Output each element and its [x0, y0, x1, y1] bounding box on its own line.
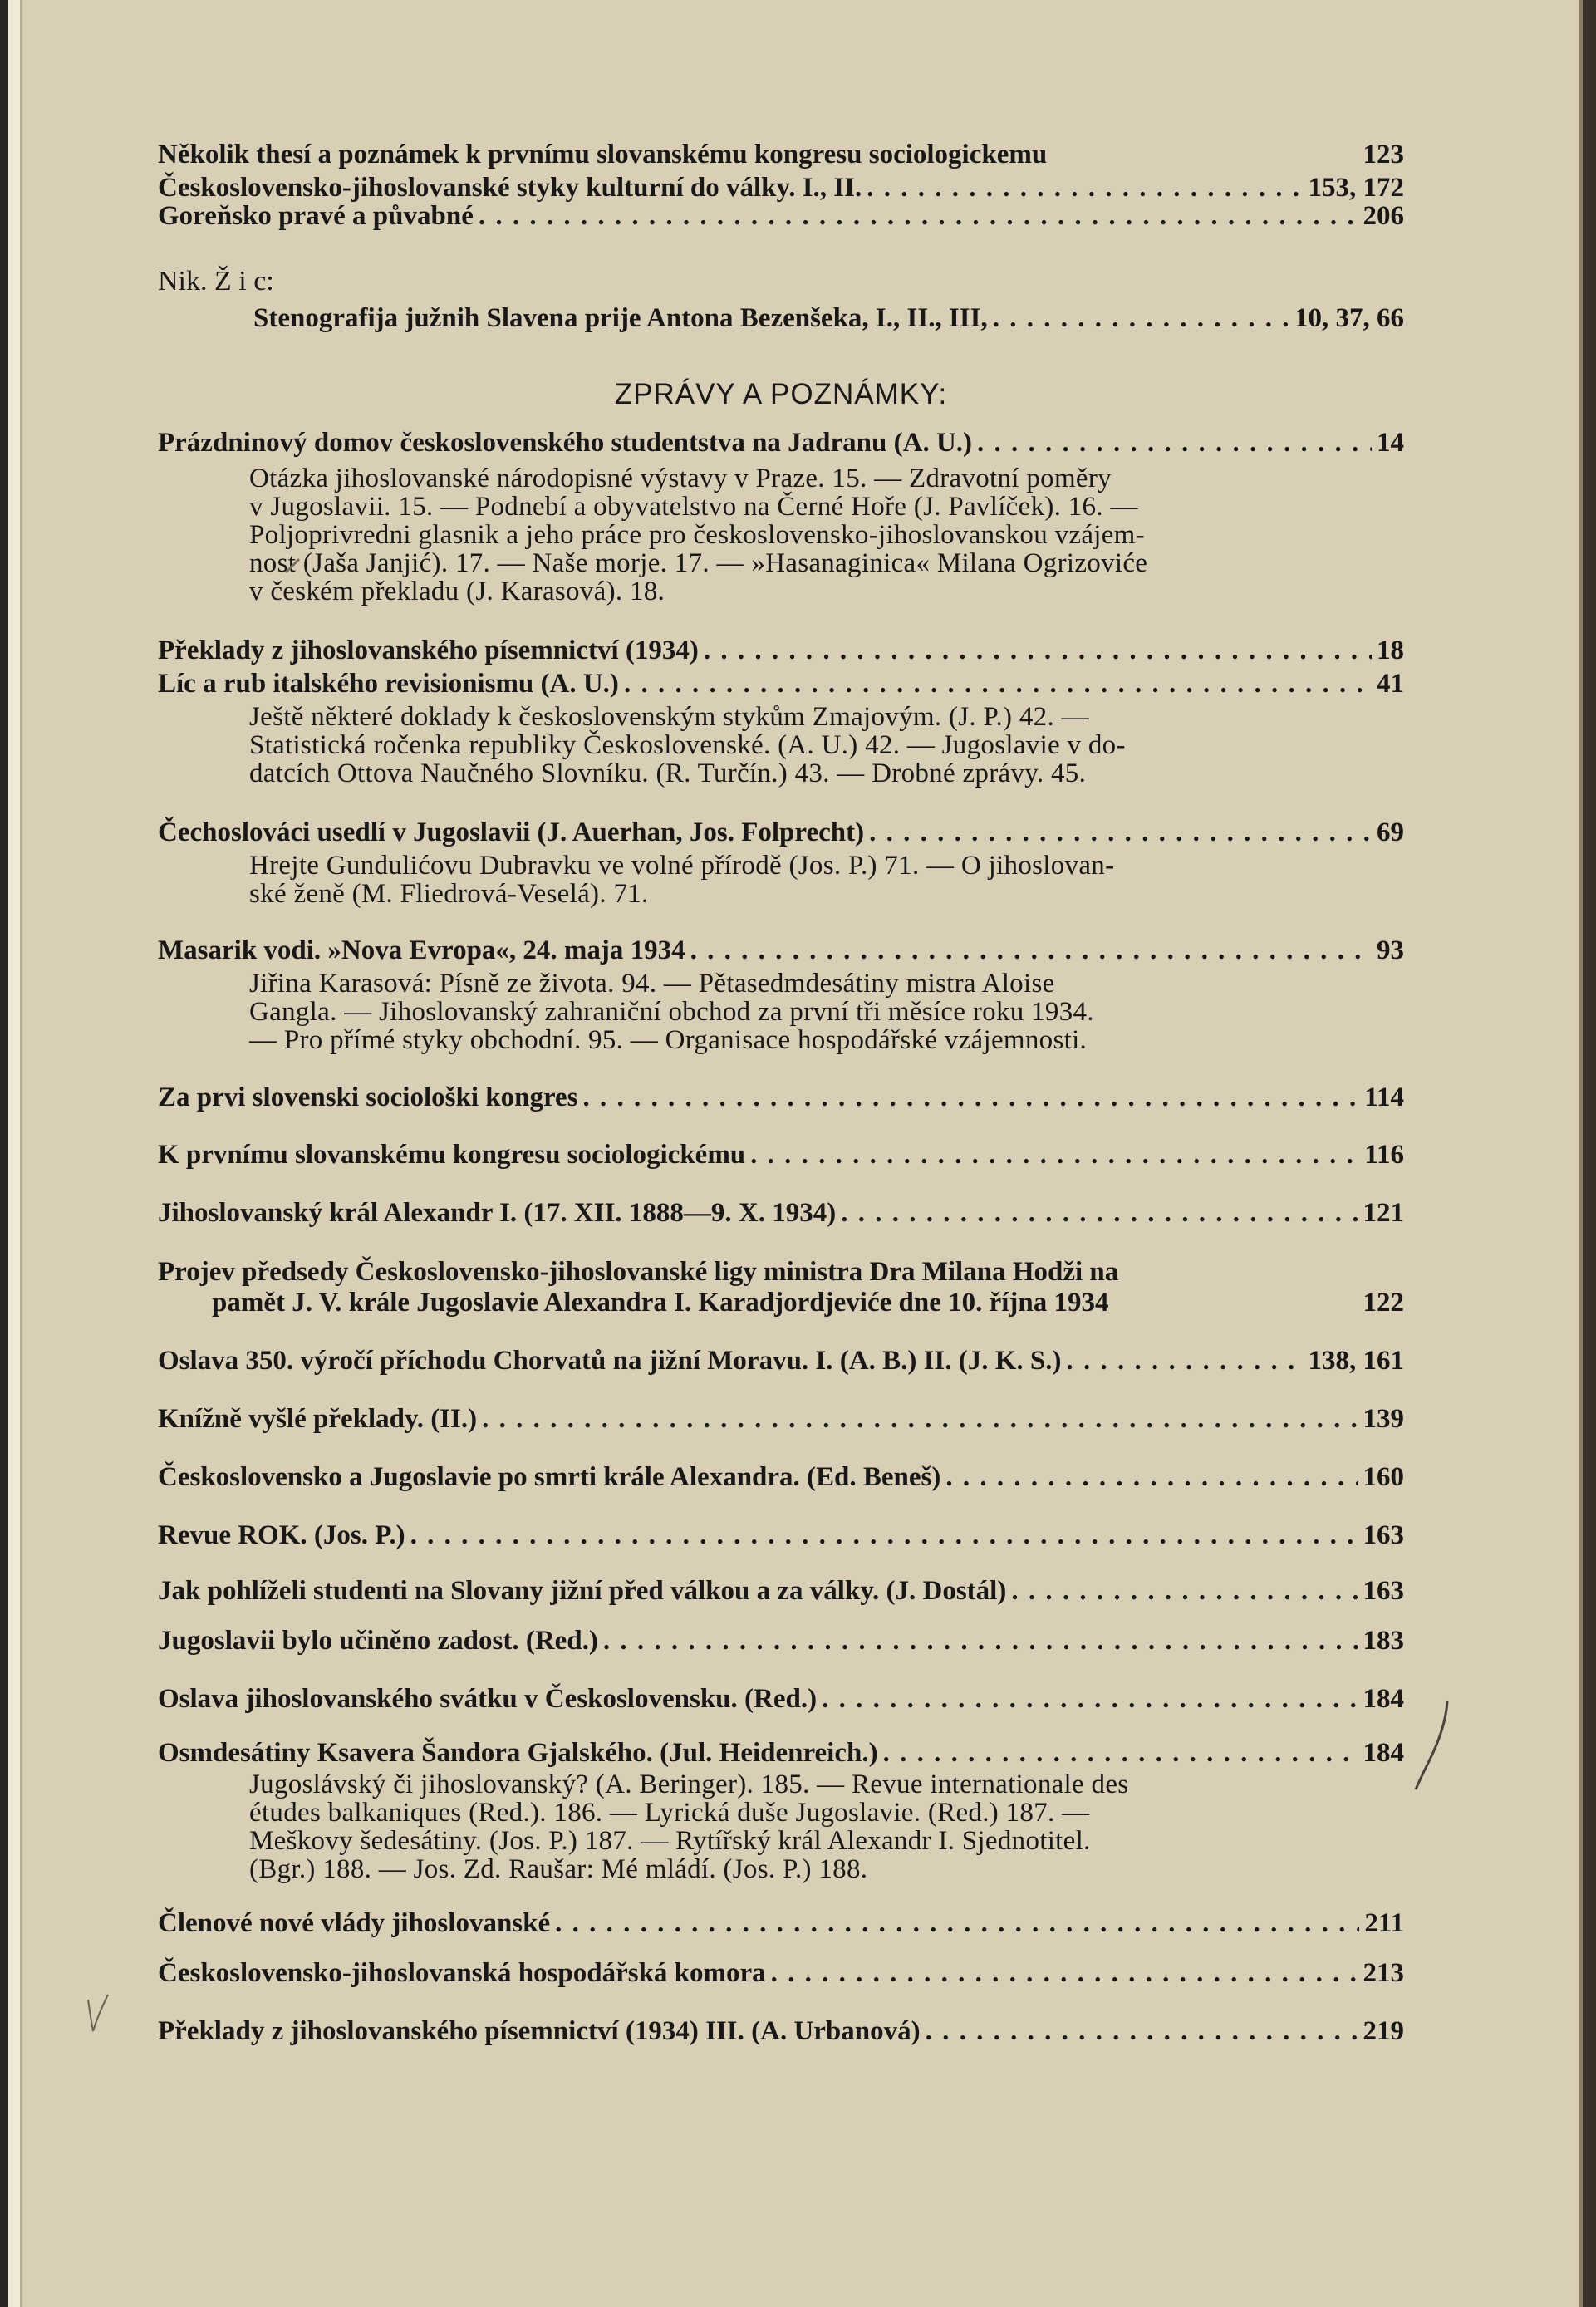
page-number: 116 — [1364, 1140, 1404, 1170]
entry-title: Stenografija južnih Slavena prije Antona Bezenšeka, I., II., III, — [253, 303, 988, 333]
toc-entry — [158, 935, 1404, 972]
leader-dots — [479, 201, 1358, 232]
page-number: 114 — [1364, 1082, 1404, 1112]
page-number: 123 — [1363, 140, 1404, 169]
toc-entry — [158, 1520, 1404, 1557]
sub-entry-line: Statistická ročenka republiky Československé. (A. U.) 42. — Jugoslavie v do- — [249, 730, 1126, 760]
leader-dots — [822, 1684, 1358, 1715]
toc-entry — [212, 1288, 1404, 1324]
toc-entry — [158, 1626, 1404, 1662]
entry-title: Líc a rub italského revisionismu (A. U.) — [158, 669, 619, 699]
sub-entry-line: Poljoprivredni glasnik a jeho práce pro československo-jihoslovanskou vzájem- — [249, 520, 1145, 550]
author-name: Nik. Ž i c: — [158, 266, 274, 297]
page-edge-line — [20, 0, 22, 2307]
page-number: 93 — [1377, 935, 1404, 965]
sub-entry-line: nost (Jaša Janjić). 17. — Naše morje. 17. — »Hasanaginica« Milana Ogrizoviće — [249, 548, 1148, 578]
sub-entry-line: — Pro přímé styky obchodní. 95. — Organisace hospodářské vzájemnosti. — [249, 1025, 1088, 1055]
leader-dots — [410, 1520, 1358, 1551]
sub-entry-line: ské ženě (M. Fliedrová-Veselá). 71. — [249, 879, 649, 909]
toc-entry — [158, 817, 1404, 854]
sub-entry-line: Hrejte Gundulićovu Dubravku ve volné přírodě (Jos. P.) 71. — O jihoslovan- — [249, 851, 1115, 881]
entry-title: Za prvi slovenski sociološki kongres — [158, 1082, 578, 1112]
page-number: 14 — [1377, 428, 1404, 458]
page-number: 18 — [1377, 636, 1404, 665]
toc-entry — [158, 2016, 1404, 2053]
leader-dots — [869, 817, 1372, 848]
entry-title: Členové nové vlády jihoslovanské — [158, 1908, 551, 1938]
page-number: 153, 172 — [1308, 173, 1404, 203]
sub-entry-line: (Bgr.) 188. — Jos. Zd. Raušar: Mé mládí. (Jos. P.) 188. — [249, 1854, 868, 1884]
page-number: 163 — [1363, 1576, 1404, 1606]
entry-title: Československo-jihoslovanské styky kulturní do války. I., II. — [158, 173, 862, 203]
leader-dots — [1067, 1346, 1304, 1377]
toc-entry — [158, 140, 1404, 176]
page-margin-strip — [8, 0, 20, 2307]
entry-title: Jak pohlíželi studenti na Slovany jižní před válkou a za války. (J. Dostál) — [158, 1576, 1007, 1606]
toc-entry — [158, 1140, 1404, 1176]
toc-entry — [158, 428, 1404, 464]
section-heading: ZPRÁVY A POZNÁMKY: — [614, 378, 948, 410]
leader-dots — [603, 1626, 1358, 1657]
page-number: 183 — [1363, 1626, 1404, 1656]
entry-title: Masarik vodi. »Nova Evropa«, 24. maja 1934 — [158, 935, 685, 965]
leader-dots — [690, 935, 1372, 966]
toc-entry — [158, 1684, 1404, 1720]
leader-dots — [867, 173, 1303, 204]
leader-dots — [841, 1198, 1358, 1229]
page-number: 184 — [1363, 1684, 1404, 1714]
entry-title: Prázdninový domov československého studentstva na Jadranu (A. U.) — [158, 428, 973, 458]
leader-dots — [883, 1738, 1358, 1769]
leader-dots — [945, 1462, 1358, 1493]
entry-title: Jugoslavii bylo učiněno zadost. (Red.) — [158, 1626, 598, 1656]
toc-entry — [158, 201, 1404, 238]
page-number: 41 — [1377, 669, 1404, 699]
leader-dots — [583, 1082, 1360, 1113]
sub-entry-line: Jiřina Karasová: Písně ze života. 94. — Pětasedmdesátiny mistra Aloise — [249, 969, 1055, 999]
entry-title: Československo-jihoslovanská hospodářská komora — [158, 1958, 766, 1988]
sub-entry-line: Jugoslávský či jihoslovanský? (A. Beringer). 185. — Revue internationale des — [249, 1770, 1129, 1799]
sub-entry-line: Otázka jihoslovanské národopisné výstavy v Praze. 15. — Zdravotní poměry — [249, 464, 1112, 493]
page-number: 138, 161 — [1308, 1346, 1404, 1376]
page-number: 122 — [1363, 1288, 1404, 1318]
entry-title: pamět J. V. krále Jugoslavie Alexandra I. Karadjordjeviće dne 10. října 1934 — [212, 1288, 1109, 1318]
toc-entry — [158, 1576, 1404, 1612]
toc-entry — [158, 1082, 1404, 1119]
toc-entry — [158, 1462, 1404, 1499]
entry-title: K prvnímu slovanskému kongresu sociologickému — [158, 1140, 746, 1170]
page-number: 219 — [1363, 2016, 1404, 2046]
entry-title: Několik thesí a poznámek k prvnímu slovanskému kongresu sociologickemu — [158, 140, 1048, 169]
entry-title: Revue ROK. (Jos. P.) — [158, 1520, 405, 1550]
toc-entry — [158, 1908, 1404, 1945]
entry-title: Oslava jihoslovanského svátku v Československu. (Red.) — [158, 1684, 818, 1714]
toc-entry — [158, 1198, 1404, 1234]
entry-title: Goreňsko pravé a půvabné — [158, 201, 474, 231]
page-number: 184 — [1363, 1738, 1404, 1768]
pencil-slash-mark — [1404, 1695, 1454, 1794]
toc-entry — [158, 669, 1404, 705]
page-number: 211 — [1364, 1908, 1404, 1938]
sub-entry-line: v českém překladu (J. Karasová). 18. — [249, 577, 665, 606]
leader-dots — [1011, 1576, 1358, 1607]
pencil-tick-mark — [83, 1990, 116, 2039]
pencil-dash-mark — [282, 552, 307, 577]
leader-dots — [977, 428, 1372, 459]
toc-entry — [158, 1346, 1404, 1382]
toc-entry — [158, 1404, 1404, 1441]
binding-spine — [0, 0, 8, 2307]
entry-title: Projev předsedy Československo-jihoslovanské ligy ministra Dra Milana Hodži na — [158, 1257, 1119, 1287]
leader-dots — [771, 1958, 1358, 1989]
sub-entry-line: Gangla. — Jihoslovanský zahraniční obchod za první tři měsíce roku 1934. — [249, 997, 1094, 1027]
entry-title: Překlady z jihoslovanského písemnictví (1934) — [158, 636, 699, 665]
sub-entry-line: Ještě některé doklady k československým stykům Zmajovým. (J. P.) 42. — — [249, 702, 1089, 732]
page-number: 121 — [1363, 1198, 1404, 1228]
page-number: 213 — [1363, 1958, 1404, 1988]
toc-entry — [253, 303, 1404, 340]
entry-title: Knížně vyšlé překlady. (II.) — [158, 1404, 478, 1434]
entry-title: Oslava 350. výročí příchodu Chorvatů na jižní Moravu. I. (A. B.) II. (J. K. S.) — [158, 1346, 1062, 1376]
page-number: 160 — [1363, 1462, 1404, 1492]
page-number: 163 — [1363, 1520, 1404, 1550]
entry-title: Jihoslovanský král Alexandr I. (17. XII. 1888—9. X. 1934) — [158, 1198, 837, 1228]
entry-title: Československo a Jugoslavie po smrti krále Alexandra. (Ed. Beneš) — [158, 1462, 941, 1492]
leader-dots — [482, 1404, 1358, 1435]
page-number: 206 — [1363, 201, 1404, 231]
sub-entry-line: v Jugoslavii. 15. — Podnebí a obyvatelstvo na Černé Hoře (J. Pavlíček). 16. — — [249, 492, 1138, 522]
entry-title: Čechoslováci usedlí v Jugoslavii (J. Auerhan, Jos. Folprecht) — [158, 817, 865, 847]
toc-entry — [158, 636, 1404, 672]
entry-title: Překlady z jihoslovanského písemnictví (1934) III. (A. Urbanová) — [158, 2016, 921, 2046]
page-number: 10, 37, 66 — [1294, 303, 1404, 333]
sub-entry-line: études balkaniques (Red.). 186. — Lyrická duše Jugoslavie. (Red.) 187. — — [249, 1798, 1090, 1828]
leader-dots — [704, 636, 1372, 666]
page-number: 69 — [1377, 817, 1404, 847]
sub-entry-line: datcích Ottova Naučného Slovníku. (R. Turčín.) 43. — Drobné zprávy. 45. — [249, 758, 1087, 788]
page-number: 139 — [1363, 1404, 1404, 1434]
leader-dots — [926, 2016, 1358, 2047]
toc-entry — [158, 1958, 1404, 1995]
leader-dots — [624, 669, 1372, 699]
right-page-edge — [1583, 0, 1596, 2307]
leader-dots — [750, 1140, 1359, 1171]
entry-title: Osmdesátiny Ksavera Šandora Gjalského. (Jul. Heidenreich.) — [158, 1738, 878, 1768]
leader-dots — [555, 1908, 1359, 1939]
leader-dots — [993, 303, 1289, 334]
sub-entry-line: Meškovy šedesátiny. (Jos. P.) 187. — Rytířský král Alexandr I. Sjednotitel. — [249, 1826, 1091, 1856]
